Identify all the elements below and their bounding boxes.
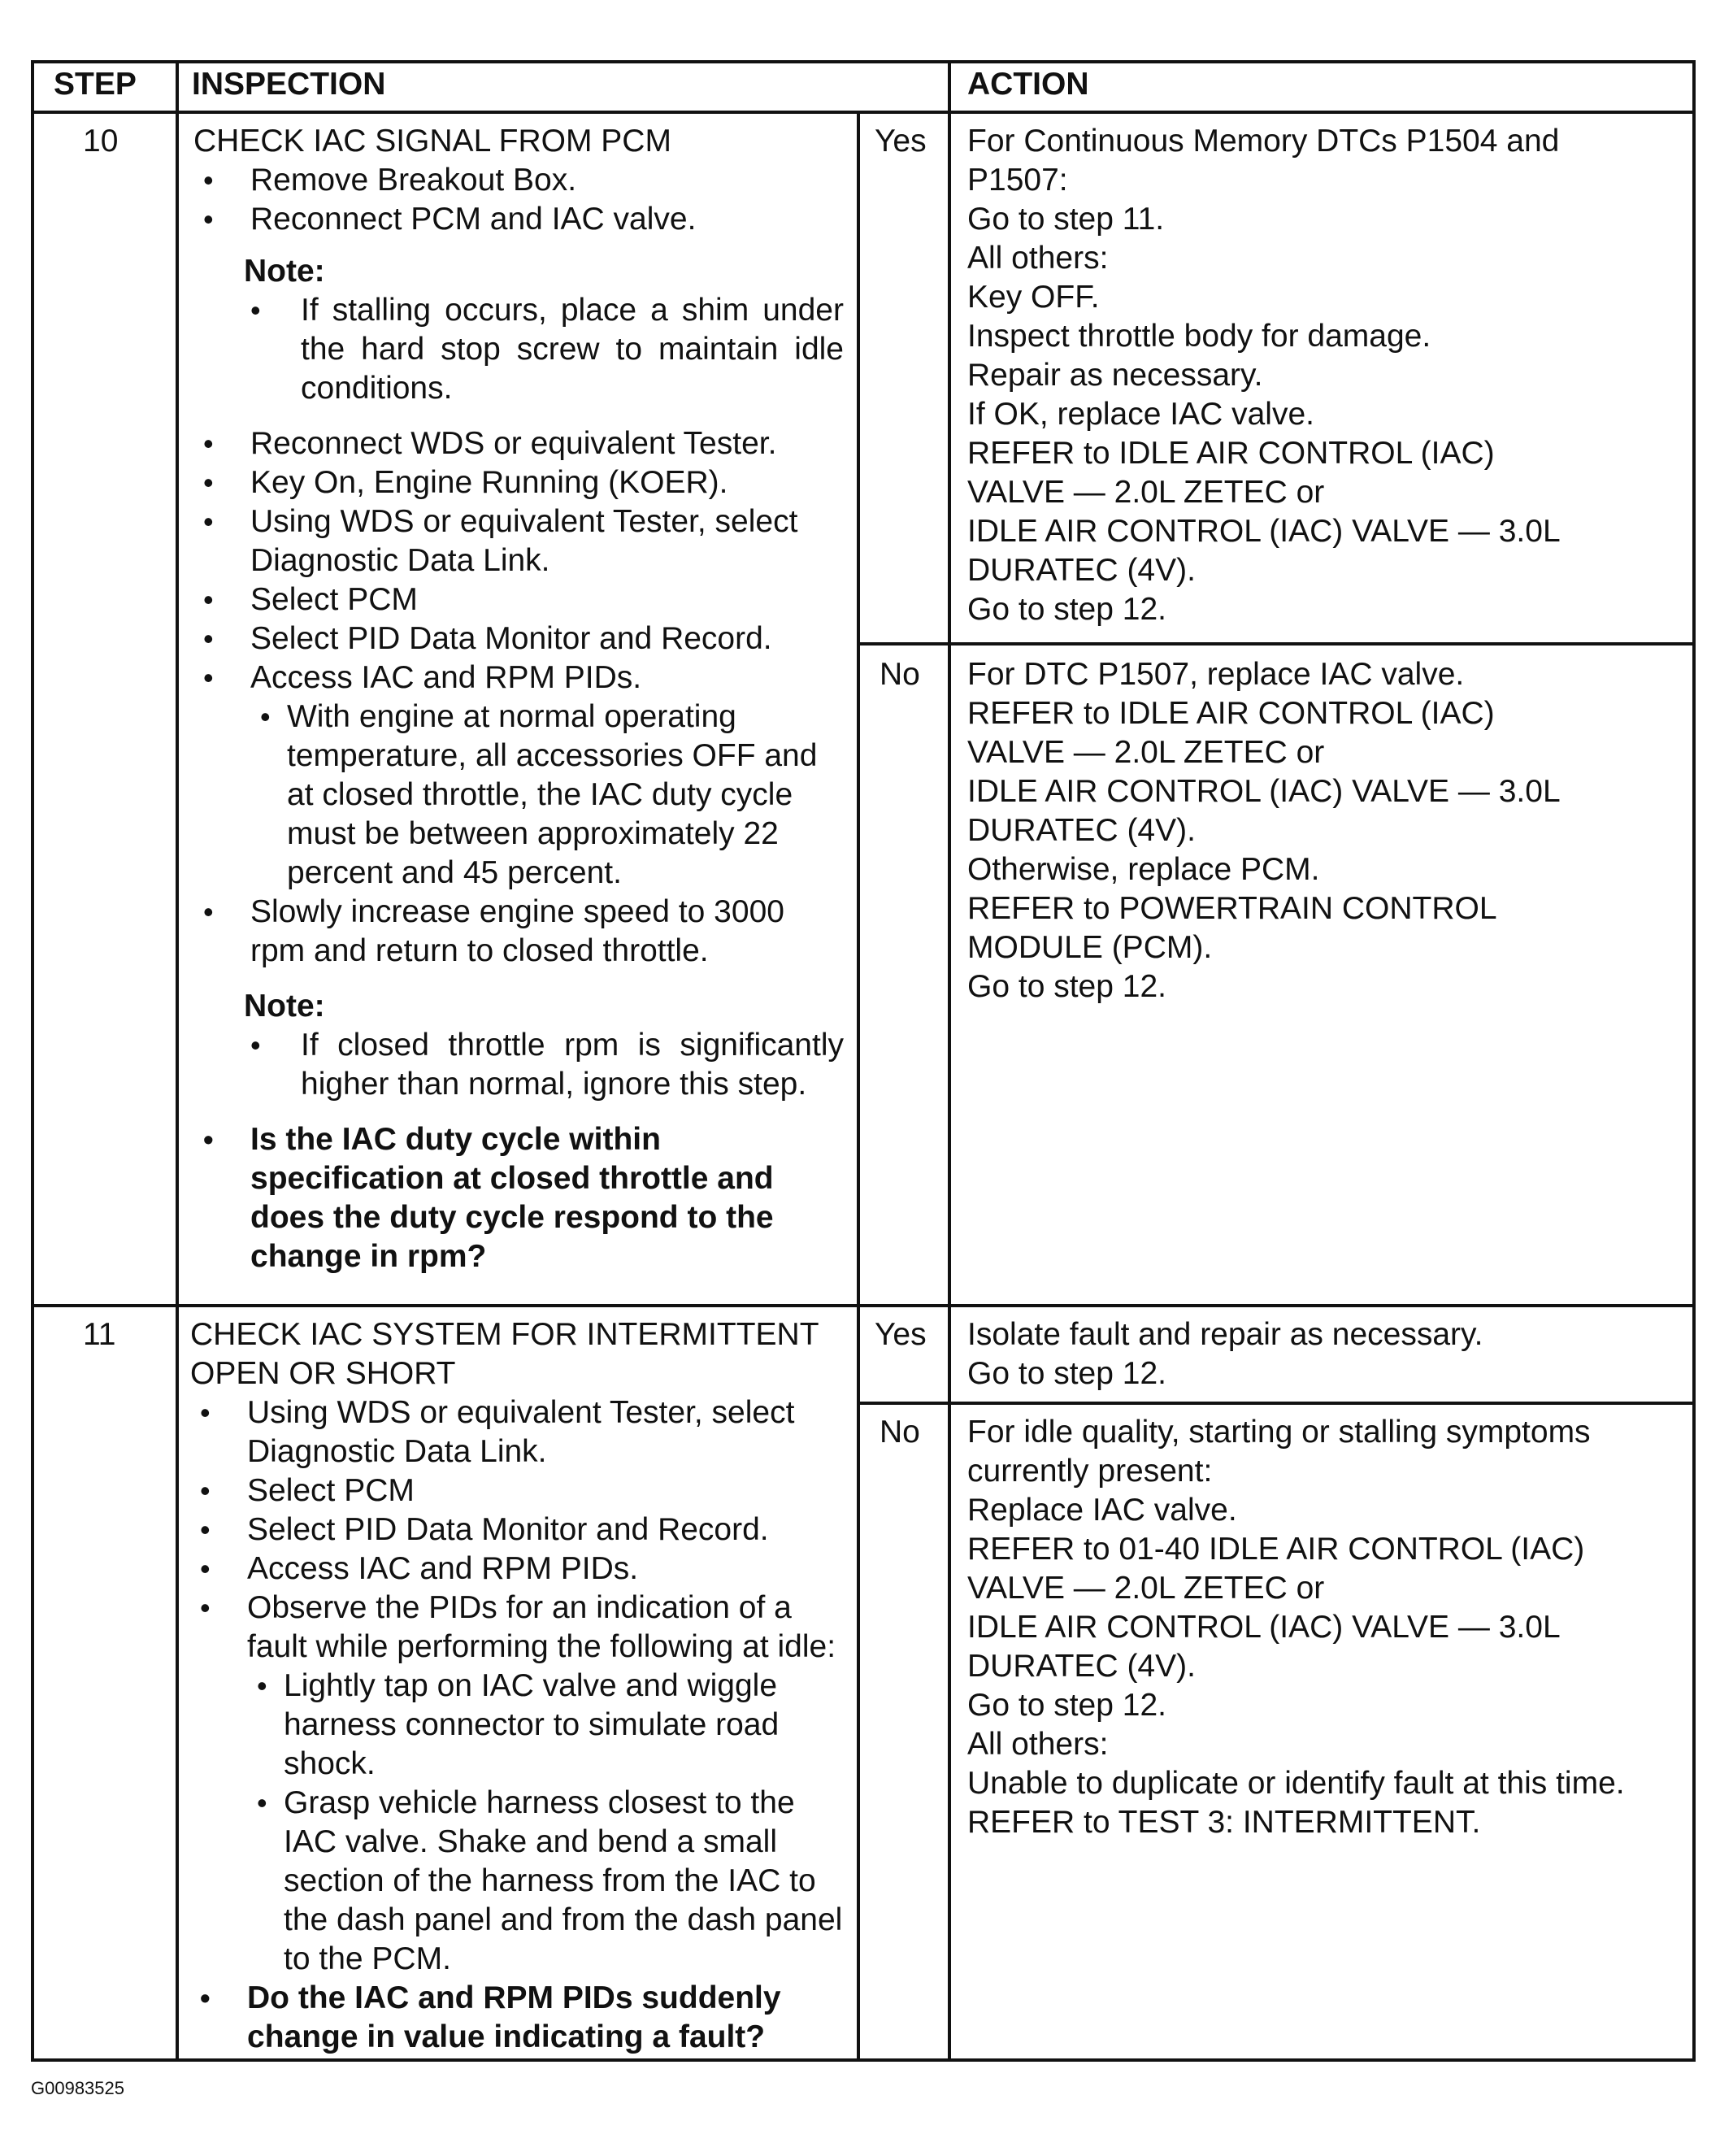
- action-line: Inspect throttle body for damage.: [967, 319, 1431, 354]
- step-11-inspection: [190, 1315, 849, 2057]
- list-item: • Access IAC and RPM PIDs.: [190, 1550, 849, 1589]
- action-line: REFER to 01-40 IDLE AIR CONTROL (IAC): [967, 1532, 1585, 1567]
- action-line: REFER to TEST 3: INTERMITTENT.: [967, 1805, 1481, 1840]
- action-line: VALVE — 2.0L ZETEC or: [967, 1571, 1325, 1606]
- step-10-question: • Is the IAC duty cycle within specification at closed throttle and does the duty cycle respond to the change in rpm?: [193, 1120, 844, 1276]
- action-line: currently present:: [967, 1454, 1213, 1489]
- action-line: If OK, replace IAC valve.: [967, 397, 1315, 432]
- action-line: All others:: [967, 241, 1109, 276]
- step-10-inspection: [193, 122, 844, 1276]
- list-item: • Reconnect WDS or equivalent Tester.: [193, 424, 844, 463]
- step-11-yes-action: [967, 1315, 1683, 1393]
- step-11-no-action: [967, 1413, 1683, 1842]
- action-line: IDLE AIR CONTROL (IAC) VALVE — 3.0L: [967, 774, 1561, 809]
- action-line: For DTC P1507, replace IAC valve.: [967, 657, 1465, 692]
- step-10-title: CHECK IAC SIGNAL FROM PCM: [193, 124, 671, 159]
- list-item: • Key On, Engine Running (KOER).: [193, 463, 844, 502]
- step-10-no-action: [967, 655, 1683, 1006]
- step-10-yes-action: [967, 122, 1683, 629]
- action-line: REFER to IDLE AIR CONTROL (IAC): [967, 436, 1495, 471]
- action-line: IDLE AIR CONTROL (IAC) VALVE — 3.0L: [967, 514, 1561, 549]
- action-line: IDLE AIR CONTROL (IAC) VALVE — 3.0L: [967, 1610, 1561, 1645]
- action-line: VALVE — 2.0L ZETEC or: [967, 735, 1325, 770]
- action-line: Key OFF.: [967, 280, 1100, 315]
- step-number-11: 11: [83, 1317, 116, 1352]
- action-line: For idle quality, starting or stalling symptoms: [967, 1415, 1591, 1450]
- step-10-yes-label: Yes: [875, 124, 927, 159]
- list-item: • Access IAC and RPM PIDs.: [193, 659, 844, 698]
- step-11-question: • Do the IAC and RPM PIDs suddenly change in value indicating a fault?: [190, 1979, 849, 2057]
- action-line: DURATEC (4V).: [967, 813, 1196, 848]
- action-line: Replace IAC valve.: [967, 1493, 1237, 1528]
- step-11-no-label: No: [880, 1415, 920, 1450]
- action-line: Go to step 12.: [967, 592, 1166, 627]
- yes-no-divider-10: [860, 642, 1692, 645]
- action-line: All others:: [967, 1727, 1109, 1762]
- diagnostic-table: [31, 60, 1696, 2062]
- sub-list-item: • Grasp vehicle harness closest to the IAC valve. Shake and bend a small section of the harness from the IAC to the dash panel and from the dash panel to the PCM.: [190, 1784, 849, 1979]
- action-line: Repair as necessary.: [967, 358, 1263, 393]
- list-item: • Using WDS or equivalent Tester, select Diagnostic Data Link.: [193, 502, 844, 580]
- action-line: MODULE (PCM).: [967, 930, 1213, 965]
- header-divider: [34, 111, 1692, 114]
- list-item: • Reconnect PCM and IAC valve.: [193, 200, 844, 239]
- list-item: • Select PCM: [193, 580, 844, 619]
- action-line: Isolate fault and repair as necessary.: [967, 1317, 1483, 1352]
- note-box: [244, 252, 844, 408]
- note-text: • If closed throttle rpm is significantly higher than normal, ignore this step.: [244, 1026, 844, 1104]
- note-text: • If stalling occurs, place a shim under the hard stop screw to maintain idle conditions.: [244, 291, 844, 408]
- header-inspection: INSPECTION: [192, 67, 386, 102]
- action-line: Otherwise, replace PCM.: [967, 852, 1320, 887]
- action-line: VALVE — 2.0L ZETEC or: [967, 475, 1325, 510]
- list-item: • Remove Breakout Box.: [193, 161, 844, 200]
- list-item: • Select PID Data Monitor and Record.: [190, 1511, 849, 1550]
- figure-id: G00983525: [31, 2078, 124, 2098]
- list-item: • Select PID Data Monitor and Record.: [193, 619, 844, 659]
- header-action: ACTION: [967, 67, 1089, 102]
- step-10-no-label: No: [880, 657, 920, 692]
- note-title: Note:: [244, 989, 325, 1024]
- step-column-divider: [176, 63, 179, 2058]
- step-11-yes-label: Yes: [875, 1317, 927, 1352]
- answer-column-divider: [857, 114, 860, 2058]
- sub-list-item: • Lightly tap on IAC valve and wiggle harness connector to simulate road shock.: [190, 1667, 849, 1784]
- step-11-title: CHECK IAC SYSTEM FOR INTERMITTENT OPEN OR SHORT: [190, 1317, 819, 1391]
- note-box: [244, 987, 844, 1104]
- action-line: Go to step 12.: [967, 1356, 1166, 1391]
- list-item: • Slowly increase engine speed to 3000 rpm and return to closed throttle.: [193, 893, 844, 971]
- action-line: Unable to duplicate or identify fault at this time.: [967, 1766, 1625, 1801]
- step-number-10: 10: [83, 124, 119, 159]
- action-line: REFER to POWERTRAIN CONTROL: [967, 891, 1497, 926]
- action-line: DURATEC (4V).: [967, 1649, 1196, 1684]
- yes-no-divider-11: [860, 1402, 1692, 1405]
- action-column-divider: [948, 63, 951, 2058]
- action-line: Go to step 12.: [967, 969, 1166, 1004]
- row-divider: [34, 1304, 1692, 1307]
- note-title: Note:: [244, 254, 325, 289]
- action-line: For Continuous Memory DTCs P1504 and: [967, 124, 1560, 159]
- action-line: DURATEC (4V).: [967, 553, 1196, 588]
- list-item: • Select PCM: [190, 1471, 849, 1511]
- list-item: • Using WDS or equivalent Tester, select Diagnostic Data Link.: [190, 1393, 849, 1471]
- action-line: Go to step 12.: [967, 1688, 1166, 1723]
- action-line: REFER to IDLE AIR CONTROL (IAC): [967, 696, 1495, 731]
- list-item: • Observe the PIDs for an indication of a fault while performing the following at idle:: [190, 1589, 849, 1667]
- sub-list-item: • With engine at normal operating temperature, all accessories OFF and at closed throttle, the IAC duty cycle must be between approximately 22 percent and 45 percent.: [193, 698, 844, 893]
- header-step: STEP: [54, 67, 137, 102]
- action-line: Go to step 11.: [967, 202, 1165, 237]
- action-line: P1507:: [967, 163, 1068, 198]
